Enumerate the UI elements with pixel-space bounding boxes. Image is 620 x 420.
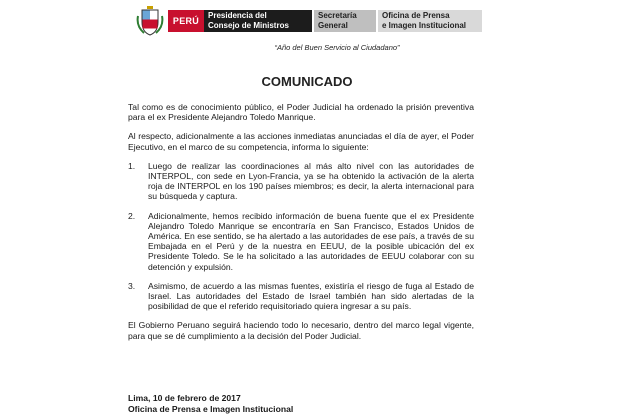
list-item xyxy=(128,161,474,202)
entity-label: Presidencia del Consejo de Ministros xyxy=(204,10,312,32)
list-item-number: 1. xyxy=(128,160,136,171)
country-label: PERÚ xyxy=(168,10,204,32)
coat-of-arms-icon xyxy=(136,6,164,36)
intro-paragraph: Tal como es de conocimiento público, el Poder Judicial ha ordenado la prisión preventiva para el ex Presidente Alejandro Toledo Manrique. xyxy=(128,102,474,123)
list-item-text: Luego de realizar las coordinaciones al más alto nivel con las autoridades de INTERPOL, con sede en Lyon-Francia, ya se ha obtenido la activación de la alerta roja de INTERPOL en los 190 países miembros; es decir, la alerta internacional para su búsqueda y captura. xyxy=(148,160,474,202)
institutional-header xyxy=(136,6,488,36)
list-item xyxy=(128,211,474,272)
document-title: COMUNICADO xyxy=(261,74,353,89)
list-item-text: Adicionalmente, hemos recibido información de buena fuente que el ex Presidente Alejandro Toledo Manrique se encontraría en San Francisco, Estados Unidos de América. En ese sentido, se ha alertado a las autoridades de ese país, a través de su Embajada en el Perú y de la nuestra en EEUU, de la posible ubicación del ex Presidente Toledo. Se le ha solicitado a las autoridades de EEUU colaborar con su detención y expulsión. xyxy=(148,210,474,272)
year-motto: “Año del Buen Servicio al Ciudadano” xyxy=(274,43,400,52)
closing-paragraph: El Gobierno Peruano seguirá haciendo todo lo necesario, dentro del marco legal vigente, para que se dé cumplimiento a la decisión del Poder Judicial. xyxy=(128,320,474,341)
press-release-document xyxy=(126,0,488,420)
secretariat-label: Secretaría General xyxy=(314,10,376,32)
document-body xyxy=(128,102,474,350)
context-paragraph: Al respecto, adicionalmente a las acciones inmediatas anunciadas el día de ayer, el Poder Ejecutivo, en el marco de su competencia, informa lo siguiente: xyxy=(128,131,474,152)
place-date: Lima, 10 de febrero de 2017 xyxy=(128,393,241,403)
list-item-text: Asimismo, de acuerdo a las mismas fuentes, existiría el riesgo de fuga al Estado de Israel. Las autoridades del Estado de Israel también han sido alertadas de la posibilidad de que el referido requisitoriado quiera ingresar a su país. xyxy=(148,280,474,312)
list-item-number: 3. xyxy=(128,280,136,291)
issuing-office: Oficina de Prensa e Imagen Institucional xyxy=(128,403,294,414)
signature-block xyxy=(128,393,293,414)
list-item xyxy=(128,281,474,312)
list-item-number: 2. xyxy=(128,210,136,221)
office-label: Oficina de Prensa e Imagen Institucional xyxy=(378,10,482,32)
